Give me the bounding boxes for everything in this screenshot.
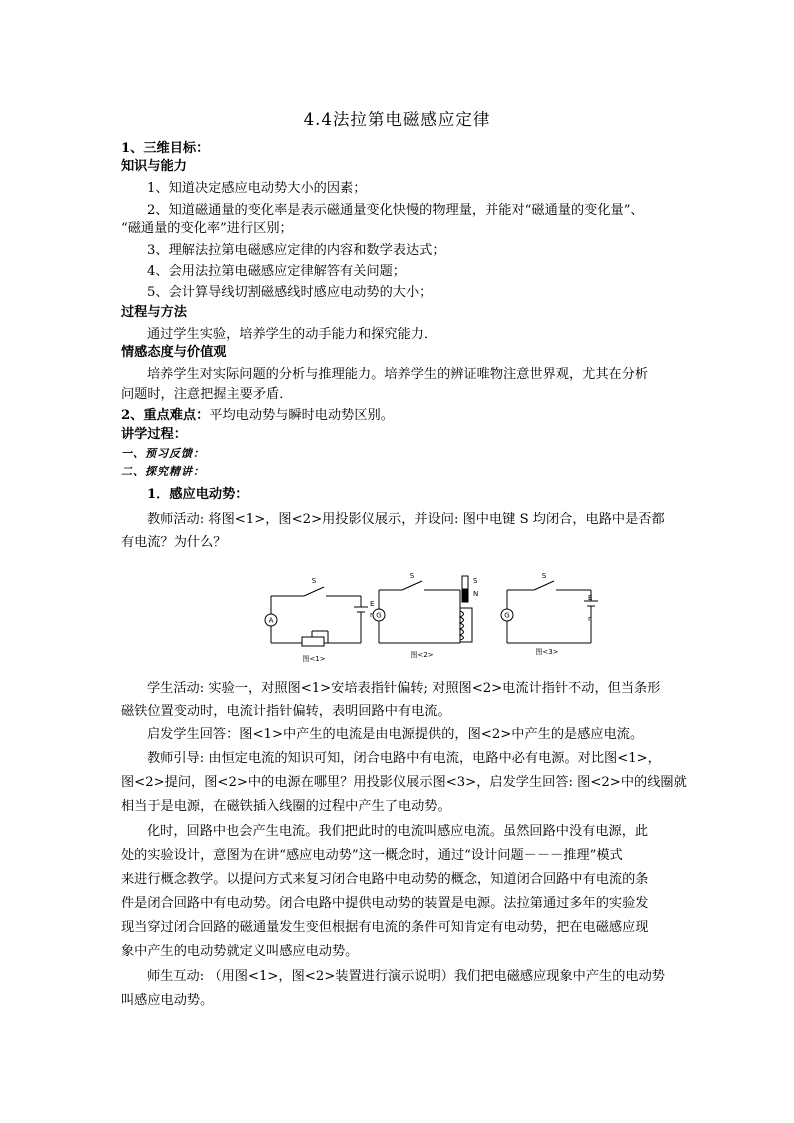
goal-item-3: 3、理解法拉第电磁感应定律的内容和数学表达式；: [147, 243, 446, 258]
figure-caption-3: 图<3>: [535, 648, 559, 656]
c2-magnet-n-pole: [462, 589, 468, 602]
step-explore: 二、探究精讲：: [121, 465, 205, 478]
goal-item-5: 5、会计算导线切割磁感线时感应电动势的大小；: [147, 285, 433, 300]
c2-magnet-n-label: N: [473, 590, 479, 598]
prompt-answer: 启发学生回答：图<1>中产生的电流是由电源提供的，图<2>中产生的是感应电流。: [147, 727, 644, 742]
interaction-cont: 叫感应电动势。: [121, 993, 214, 1008]
c1-rheostat: [302, 637, 324, 646]
key-points-label: 2、重点难点：: [121, 408, 210, 423]
goal-item-1: 1、知道决定感应电动势大小的因素；: [147, 181, 367, 196]
c2-coil-frame: [460, 608, 472, 642]
c1-ammeter-label: A: [268, 616, 274, 625]
c2-coil-winding: [460, 611, 464, 640]
c1-switch: [304, 587, 324, 596]
subheading-knowledge: 知识与能力: [121, 159, 187, 174]
subheading-attitude: 情感态度与价值观: [121, 345, 227, 360]
c3-battery-r-label: r: [588, 615, 591, 623]
attitude-text-cont: 问题时，注意把握主要矛盾．: [121, 387, 293, 402]
figure-caption-2: 图<2>: [410, 651, 434, 659]
teacher-activity-cont: 有电流？为什么？: [121, 535, 227, 550]
c3-battery-e-label: E: [588, 594, 593, 602]
goal-item-4: 4、会用法拉第电磁感应定律解答有关问题；: [147, 264, 406, 279]
teacher-guide: 教师引导: 由恒定电流的知识可知，闭合电路中有电流，电路中必有电源。对比图<1>，: [147, 751, 661, 766]
interaction: 师生互动: （用图<1>，图<2>装置进行演示说明）我们把电磁感应现象中产生的电动势: [147, 969, 665, 984]
c3-galvanometer-label: G: [504, 611, 510, 620]
c1-switch-label: S: [311, 577, 317, 585]
section-heading-goals: 1、三维目标：: [121, 141, 210, 156]
page-title: 4.4法拉第电磁感应定律: [303, 110, 491, 129]
student-activity: 学生活动: 实验一，对照图<1>安培表指针偏转; 对照图<2>电流计指针不动，但当条形: [147, 681, 661, 696]
paragraph-change-cont-2: 来进行概念教学。以提问方式来复习闭合电路中电动势的概念，知道闭合回路中有电流的条: [121, 872, 649, 887]
c2-magnet-s-pole: [462, 576, 468, 589]
teacher-guide-cont-2: 相当于是电源，在磁铁插入线圈的过程中产生了电动势。: [121, 799, 451, 814]
key-points-text: 平均电动势与瞬时电动势区别。: [209, 408, 394, 423]
paragraph-change-cont-1: 处的实验设计，意图为在讲“感应电动势”这一概念时，通过“设计问题－－－推理”模式: [121, 848, 623, 863]
subheading-process: 过程与方法: [121, 305, 187, 320]
subheading-lecture: 讲学过程：: [121, 427, 187, 442]
c1-battery-r-label: r: [370, 611, 373, 619]
teacher-guide-cont-1: 图<2>提问，图<2>中的电源在哪里？用投影仪展示图<3>，启发学生回答: 图<2>中的线圈就: [121, 775, 687, 790]
teacher-activity: 教师活动: 将图<1>，图<2>用投影仪展示，并设问: 图中电键 S 均闭合，电路中是否都: [147, 512, 665, 527]
c2-magnet-s-label: S: [473, 577, 478, 585]
process-text: 通过学生实验，培养学生的动手能力和探究能力．: [147, 327, 438, 342]
topic-induced-emf: 1．感应电动势：: [147, 487, 249, 502]
student-activity-cont: 磁铁位置变动时，电流计指针偏转，表明回路中有电流。: [121, 704, 451, 719]
step-preview-feedback: 一、预习反馈：: [121, 447, 205, 460]
c2-galvanometer-label: G: [376, 611, 382, 620]
c1-battery-e-label: E: [370, 600, 375, 608]
paragraph-change-cont-4: 现当穿过闭合回路的磁通量发生变但根据有电流的条件可知肯定有电动势，把在电磁感应现: [121, 920, 649, 935]
key-points-line: [121, 408, 681, 424]
circuit-diagrams-svg: [262, 570, 602, 666]
goal-item-2-cont: “磁通量的变化率”进行区别；: [121, 221, 293, 236]
c2-switch: [402, 581, 422, 590]
c2-switch-label: S: [409, 572, 415, 580]
paragraph-change-cont-3: 件是闭合回路中有电动势。闭合电路中提供电动势的装置是电源。法拉第通过多年的实验发: [121, 896, 649, 911]
attitude-text: 培养学生对实际问题的分析与推理能力。培养学生的辨证唯物注意世界观，尤其在分析: [147, 367, 649, 382]
circuit-figure: [262, 570, 602, 666]
c3-switch-label: S: [541, 572, 547, 580]
c3-switch: [534, 581, 554, 590]
goal-item-2: 2、知道磁通量的变化率是表示磁通量变化快慢的物理量，并能对“磁通量的变化量”、: [147, 203, 644, 218]
paragraph-change-cont-5: 象中产生的电动势就定义叫感应电动势。: [121, 944, 359, 959]
paragraph-change: 化时，回路中也会产生电流。我们把此时的电流叫感应电流。虽然回路中没有电源，此: [147, 824, 649, 839]
figure-caption-1: 图<1>: [302, 655, 326, 663]
